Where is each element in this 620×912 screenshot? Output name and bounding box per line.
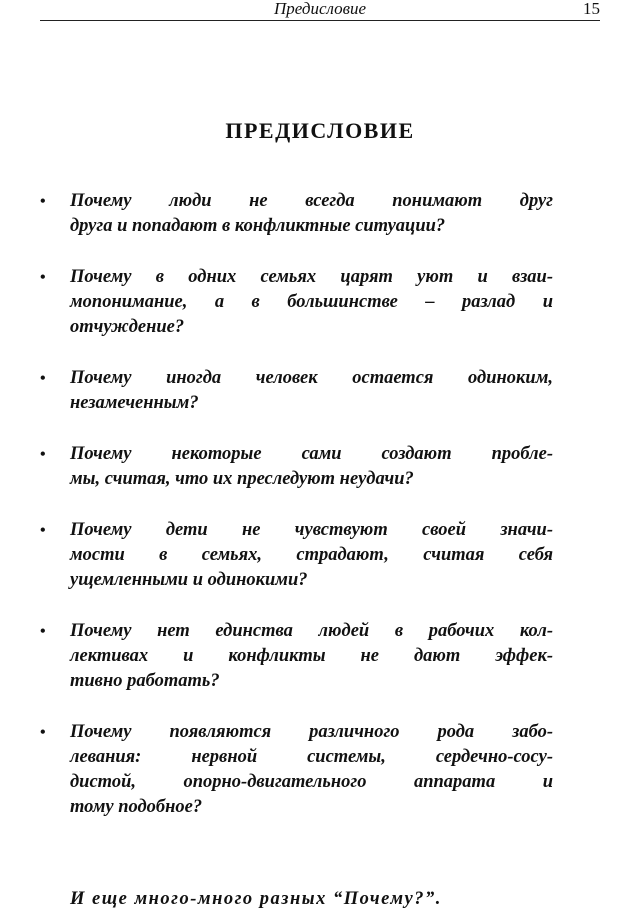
bullet-icon: • [40,446,46,463]
bullet-icon: • [40,269,46,286]
question-item-4 [0,442,620,492]
question-line: мы, считая, что их преследуют неудачи? [70,469,414,489]
running-head-title: Предисловие [273,0,367,18]
question-line: отчуждение? [70,317,185,337]
question-line: Почему люди не всегда понимают друг [70,191,553,211]
bullet-icon: • [40,724,46,741]
question-item-5 [0,518,620,593]
question-line: ущемленными и одинокими? [70,570,308,590]
question-line: Почему дети не чувствуют своей значи- [70,520,553,540]
question-line: дистой, опорно-двигательного аппарата и [70,772,553,792]
closing-line: И еще много-много разных “Почему?”. [70,889,442,909]
question-item-1 [0,189,620,239]
question-line: левания: нервной системы, сердечно-сосу- [70,747,553,767]
question-line: незамеченным? [70,393,199,413]
question-list [0,189,620,846]
bullet-icon: • [40,193,46,210]
chapter-title: ПРЕДИСЛОВИЕ [225,118,415,143]
bullet-icon: • [40,370,46,387]
question-item-7 [0,720,620,820]
question-line: мопонимание, а в большинстве – разлад и [70,292,553,312]
question-line: Почему иногда человек остается одиноким, [70,368,553,388]
question-item-6 [0,619,620,694]
question-item-2 [0,265,620,340]
question-line: тому подобное? [70,797,203,817]
question-line: лективах и конфликты не дают эффек- [70,646,553,666]
running-head [40,0,600,21]
question-line: Почему некоторые сами создают пробле- [70,444,553,464]
bullet-icon: • [40,623,46,640]
question-line: Почему в одних семьях царят уют и взаи- [70,267,553,287]
page-number: 15 [583,0,600,18]
question-line: Почему появляются различного рода забо- [70,722,553,742]
question-line: Почему нет единства людей в рабочих кол- [70,621,553,641]
question-line: друга и попадают в конфликтные ситуации? [70,216,446,236]
question-line: тивно работать? [70,671,220,691]
bullet-icon: • [40,522,46,539]
question-line: мости в семьях, страдают, считая себя [70,545,553,565]
question-item-3 [0,366,620,416]
